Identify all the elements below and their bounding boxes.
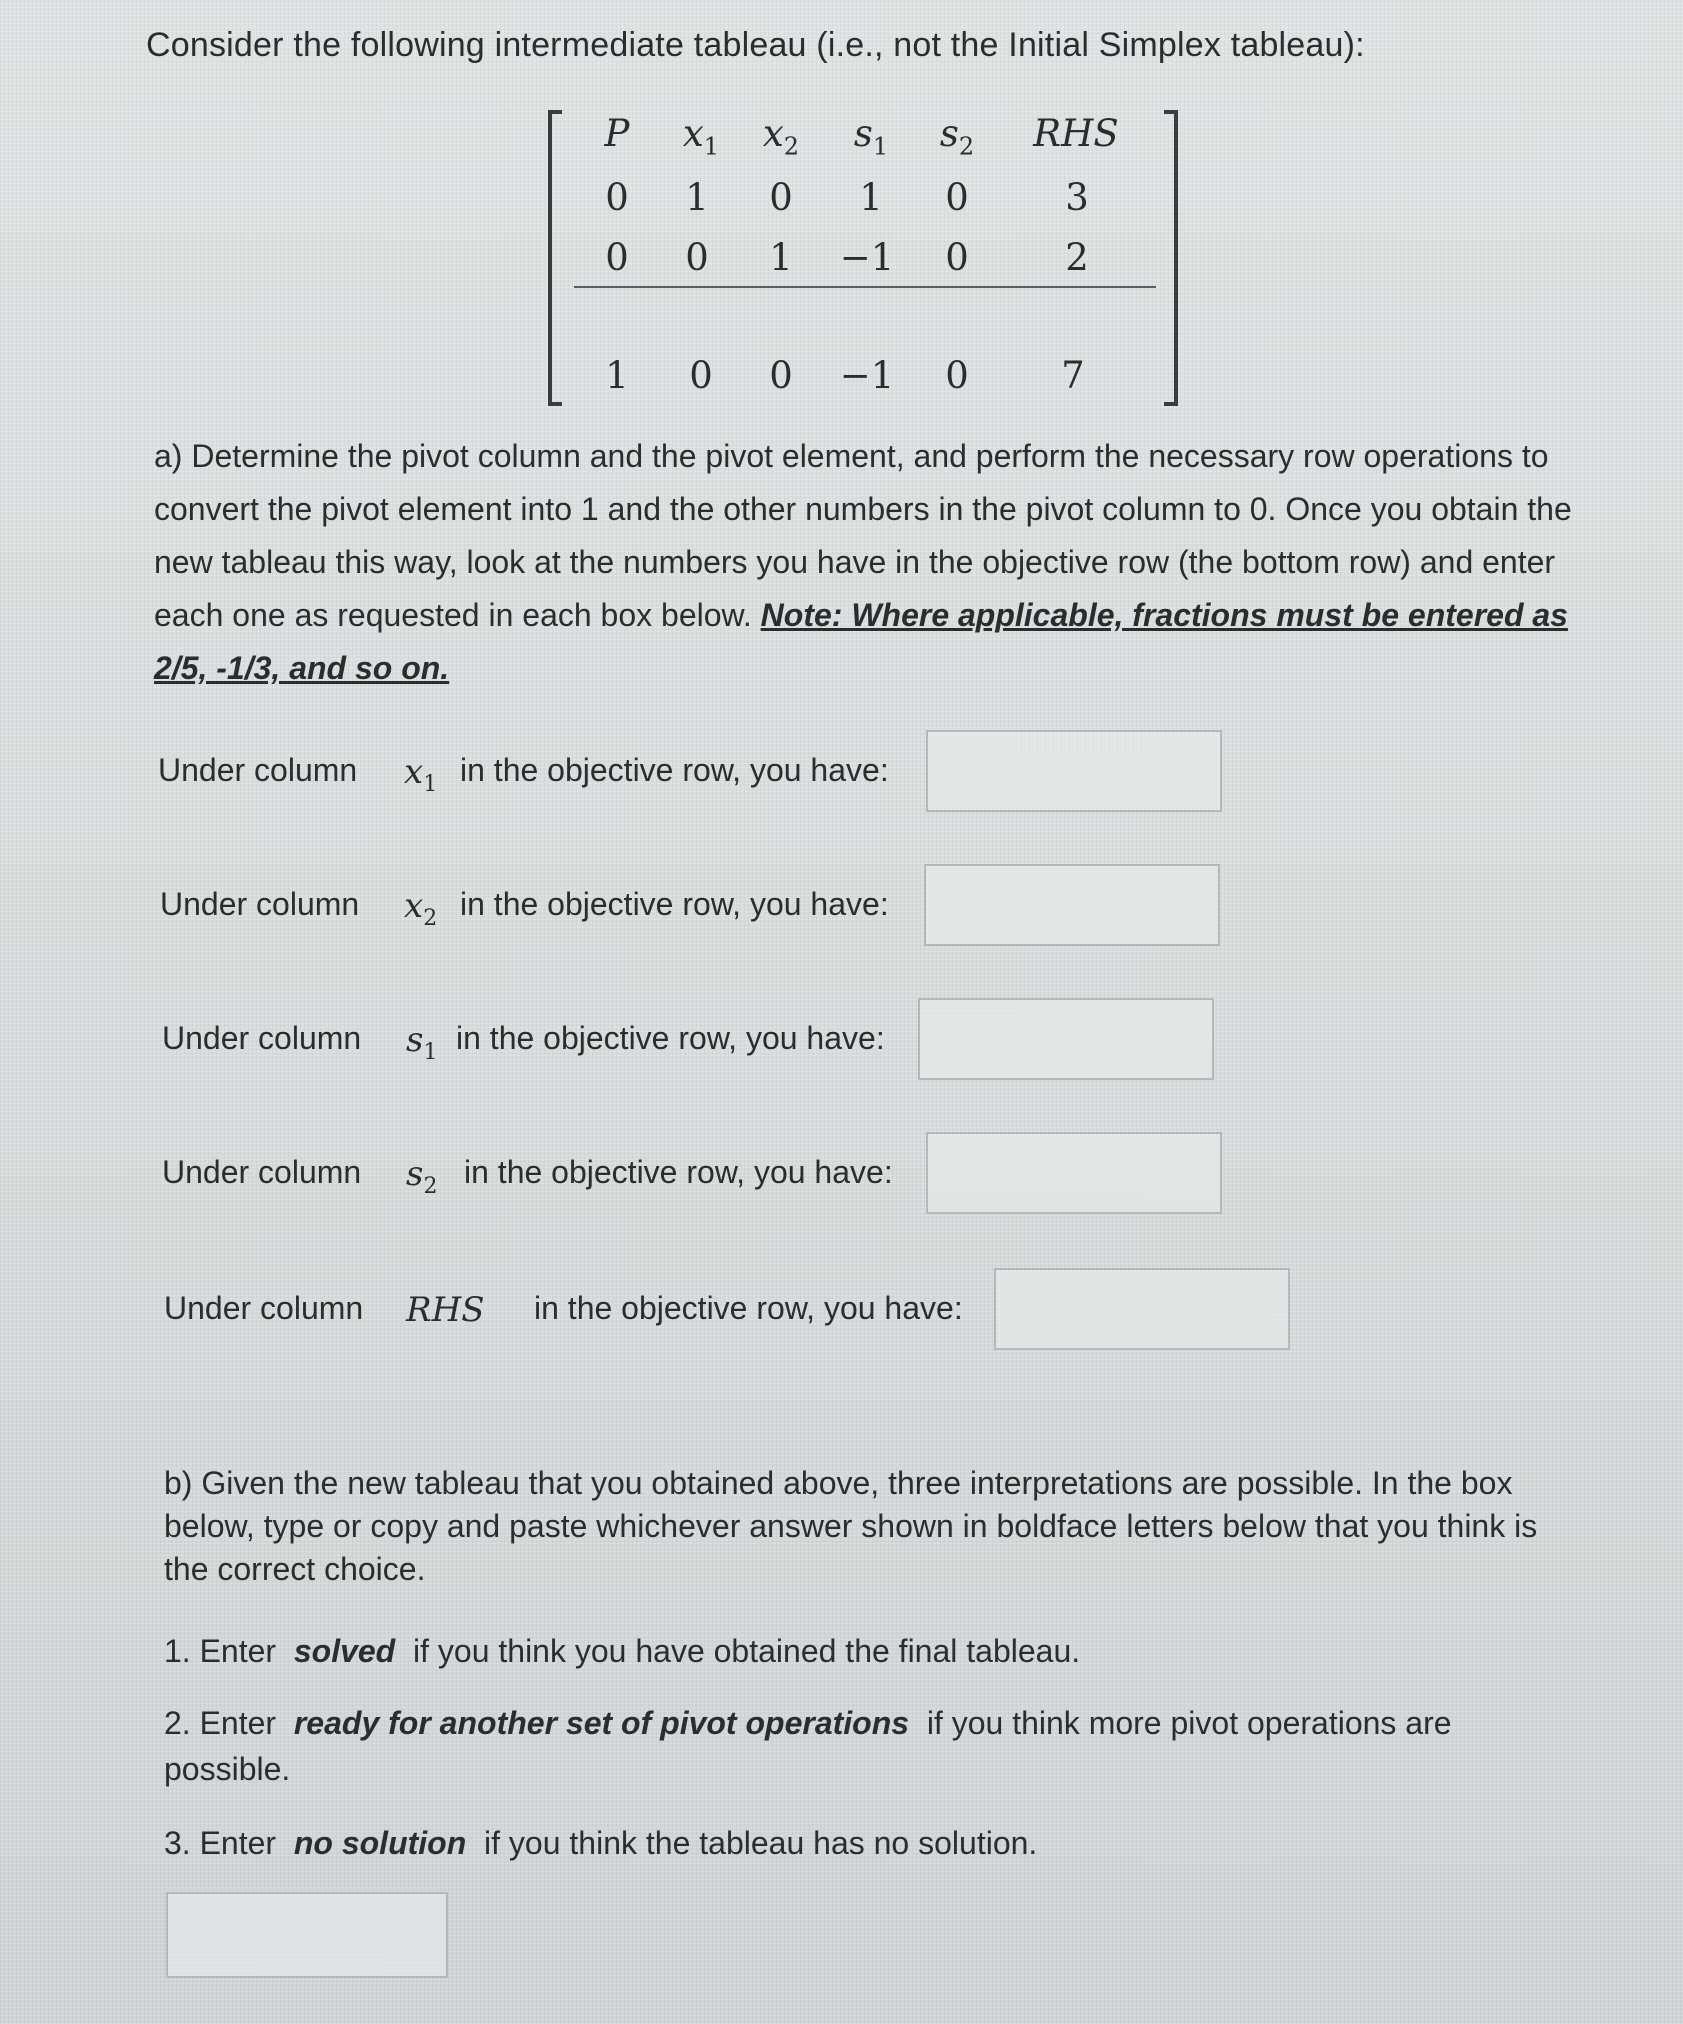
matrix-left-bracket <box>548 110 562 406</box>
question-s1 <box>158 998 1228 1084</box>
question-x2 <box>158 864 1228 950</box>
cell: 0 <box>769 354 793 397</box>
option-description: if you think the tableau has no solution. <box>484 1825 1038 1861</box>
answer-input-x1[interactable] <box>926 730 1222 812</box>
header-cell: RHS <box>1033 112 1119 155</box>
question-label: Under column <box>164 1290 364 1326</box>
question-x1 <box>158 730 1228 816</box>
intro-text: Consider the following intermediate tableau (i.e., not the Initial Simplex tableau): <box>146 26 1365 64</box>
tableau-header-row <box>572 112 1172 162</box>
tableau-row <box>572 236 1172 286</box>
cell: 1 <box>685 176 709 219</box>
question-tail: in the objective row, you have: <box>460 752 889 788</box>
option-number: 1. <box>164 1633 191 1669</box>
part-b-instructions: b) Given the new tableau that you obtained above, three interpretations are possible. In the box below, type or copy and paste whichever answer shown in boldface letters below that you think is the correct choice. <box>164 1465 1538 1587</box>
option-description: if you think you have obtained the final tableau. <box>413 1633 1081 1669</box>
cell: 2 <box>1065 236 1089 279</box>
variable-name: RHS <box>406 1290 485 1330</box>
option-description: if you think more pivot operations are possible. <box>164 1705 1452 1787</box>
option-prefix: Enter <box>199 1705 277 1741</box>
header-cell: $s_2$ <box>939 112 975 161</box>
question-tail: in the objective row, you have: <box>460 886 889 922</box>
option-solved <box>164 1628 1564 1674</box>
cell: 0 <box>605 176 629 219</box>
cell: 0 <box>685 236 709 279</box>
question-s2 <box>158 1132 1228 1218</box>
variable-name: $x_1$ <box>404 752 438 797</box>
option-number: 2. <box>164 1705 191 1741</box>
cell: −1 <box>839 236 895 279</box>
question-label: Under column <box>162 1020 362 1056</box>
cell: 1 <box>859 176 883 219</box>
cell: 1 <box>769 236 793 279</box>
cell: 0 <box>605 236 629 279</box>
option-keyword: solved <box>293 1633 396 1669</box>
question-label: Under column <box>162 1154 362 1190</box>
question-tail: in the objective row, you have: <box>534 1290 963 1326</box>
objective-row-divider <box>574 286 1156 288</box>
header-cell: P <box>604 112 630 155</box>
cell: 1 <box>605 354 629 397</box>
variable-name: $s_2$ <box>406 1154 438 1199</box>
interpretation-answer-input[interactable] <box>166 1892 448 1978</box>
header-cell: $x_1$ <box>682 112 720 161</box>
question-tail: in the objective row, you have: <box>464 1154 893 1190</box>
option-keyword: ready for another set of pivot operations <box>293 1705 910 1741</box>
answer-input-s1[interactable] <box>918 998 1214 1080</box>
part-a-text: a) Determine the pivot column and the pivot element, and perform the necessary row operations to convert the pivot element into 1 and the other numbers in the pivot column to 0. Once you obtain the new tableau this way, look at the numbers you have in the objective row (the bottom row) and enter each one as requested in each box below. <box>154 438 1572 633</box>
option-no-solution <box>164 1820 1564 1866</box>
question-rhs <box>158 1268 1298 1354</box>
answer-input-x2[interactable] <box>924 864 1220 946</box>
cell: −1 <box>839 354 895 397</box>
question-label: Under column <box>158 752 358 788</box>
option-keyword: no solution <box>293 1825 467 1861</box>
cell: 0 <box>945 236 969 279</box>
tableau-matrix <box>548 104 1178 408</box>
header-cell: $x_2$ <box>762 112 800 161</box>
question-tail: in the objective row, you have: <box>456 1020 885 1056</box>
option-ready <box>164 1700 1564 1792</box>
part-a-instructions <box>154 430 1574 695</box>
cell: 0 <box>689 354 713 397</box>
option-prefix: Enter <box>199 1633 277 1669</box>
cell: 7 <box>1061 354 1085 397</box>
answer-input-rhs[interactable] <box>994 1268 1290 1350</box>
option-prefix: Enter <box>199 1825 277 1861</box>
header-cell: $s_1$ <box>853 112 889 161</box>
variable-name: $s_1$ <box>406 1020 438 1065</box>
option-number: 3. <box>164 1825 191 1861</box>
question-label: Under column <box>160 886 360 922</box>
cell: 3 <box>1065 176 1089 219</box>
fraction-note: Note: Where applicable, fractions must be entered as 2/5, -1/3, and so on. <box>154 597 1568 686</box>
cell: 0 <box>945 176 969 219</box>
tableau-row <box>572 176 1172 226</box>
cell: 0 <box>769 176 793 219</box>
variable-name: $x_2$ <box>404 886 438 931</box>
cell: 0 <box>945 354 969 397</box>
answer-input-s2[interactable] <box>926 1132 1222 1214</box>
tableau-objective-row <box>572 354 1172 404</box>
